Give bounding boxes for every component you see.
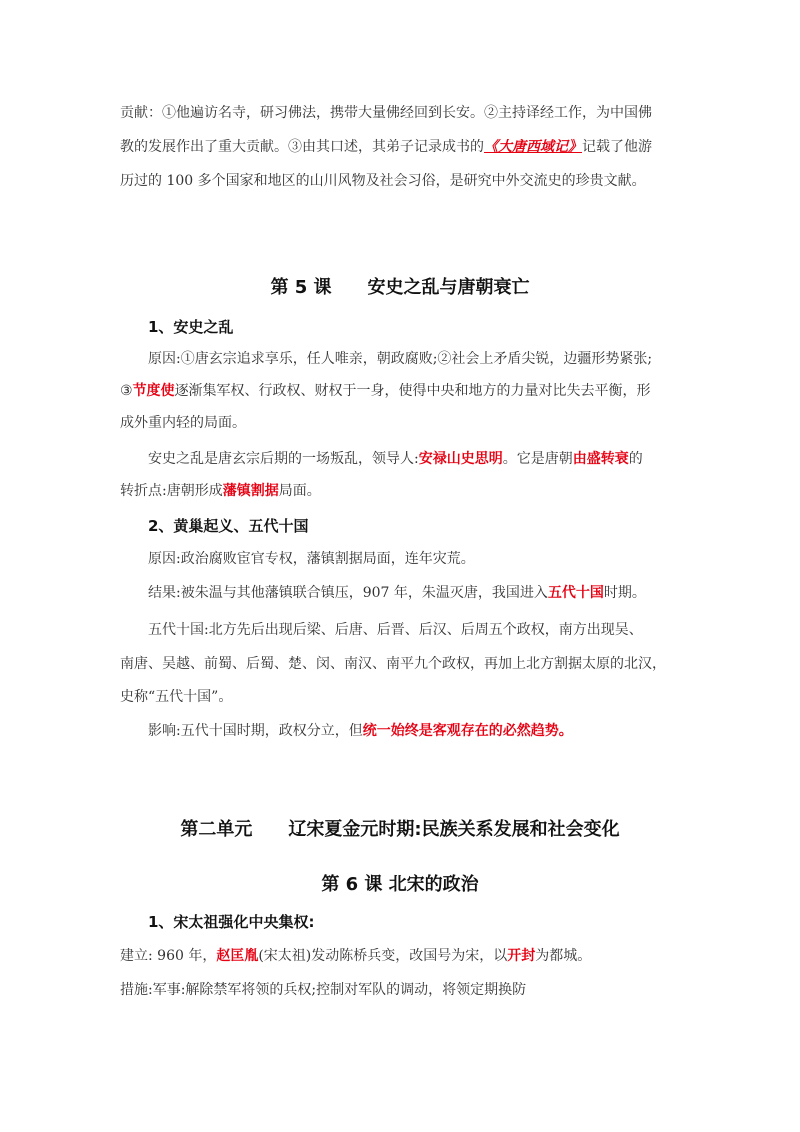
establishment-line [120,946,591,966]
five-dynasties-line-3: 史称“五代十国”。 [120,689,233,705]
five-dynasties-line-2: 南唐、吴越、前蜀、后蜀、楚、闵、南汉、南平九个政权，再加上北方割据太原的北汉， [120,656,666,672]
highlight-fanzhen: 藩镇割据 [222,483,279,499]
highlight-leaders: 安禄山史思明 [418,451,503,467]
section-heading-an-shi: 1、安史之乱 [148,318,234,336]
highlight-unification-trend: 统一始终是客观存在的必然趋势。 [362,723,573,739]
cause-line-1: 原因:①唐玄宗追求享乐，任人唯亲，朝政腐败;②社会上矛盾尖锐，边疆形势紧张; [148,351,653,367]
impact-line [148,721,573,741]
lesson-title: 安史之乱与唐朝衰亡 [367,277,530,298]
contribution-line-3: 历过的 100 多个国家和地区的山川风物及社会习俗，是研究中外交流史的珍贵文献。 [120,173,646,189]
book-title-highlight: 《大唐西域记》 [484,139,582,155]
unit-2-heading [0,818,800,842]
text-run: (宋太祖)发动陈桥兵变，改国号为宋，以 [258,948,508,964]
measures-line: 措施:军事:解除禁军将领的兵权;控制对军队的调动，将领定期换防 [120,982,527,998]
text-run: 。它是唐朝 [502,451,573,467]
contribution-line-2 [120,137,652,157]
unit-number: 第二单元 [180,819,253,840]
lesson-6-heading: 第 6 课 北宋的政治 [321,874,479,895]
text-run: 建立: 960 年， [120,948,217,964]
text-run: 教的发展作出了重大贡献。③由其口述，其弟子记录成书的 [120,139,484,155]
text-run: 安史之乱是唐玄宗后期的一场叛乱，领导人: [148,451,419,467]
huangchao-result [148,583,646,603]
lesson-5-heading [0,276,800,300]
contribution-line-1: 贡献：①他遍访名寺，研习佛法，携带大量佛经回到长安。②主持译经工作，为中国佛 [120,105,652,121]
section-heading-huang-chao: 2、黄巢起义、五代十国 [148,517,309,535]
text-run: 的 [628,451,643,467]
highlight-decline: 由盛转衰 [572,451,629,467]
unit-title: 辽宋夏金元时期:民族关系发展和社会变化 [288,819,620,840]
highlight-kaifeng: 开封 [507,948,536,964]
text-run: 局面。 [278,483,321,499]
text-run: 时期。 [603,585,646,601]
text-run: 记载了他游 [582,139,652,155]
highlight-five-dynasties: 五代十国 [547,585,604,601]
text-run: 转折点:唐朝形成 [120,483,223,499]
text-run: 逐渐集军权、行政权、财权于一身，使得中央和地方的力量对比失去平衡，形 [174,383,651,399]
lesson-number: 第 5 课 [270,277,332,298]
text-run: ③ [120,383,133,399]
text-run: 影响:五代十国时期，政权分立，但 [148,723,363,739]
highlight-jiedushi: 节度使 [132,383,175,399]
rebellion-line-1 [148,449,643,469]
five-dynasties-line-1: 五代十国:北方先后出现后梁、后唐、后晋、后汉、后周五个政权，南方出现吴、 [148,622,643,638]
cause-line-2 [120,381,651,401]
text-run: 结果:被朱温与其他藩镇联合镇压，907 年，朱温灭唐，我国进入 [148,585,548,601]
cause-line-3: 成外重内轻的局面。 [120,415,246,431]
huangchao-cause: 原因:政治腐败宦官专权，藩镇割据局面，连年灾荒。 [148,551,475,567]
highlight-zhao-kuangyin: 赵匡胤 [216,948,259,964]
rebellion-line-2 [120,481,321,501]
section-heading-song-taizu: 1、宋太祖强化中央集权: [148,913,315,931]
text-run: 为都城。 [535,948,592,964]
